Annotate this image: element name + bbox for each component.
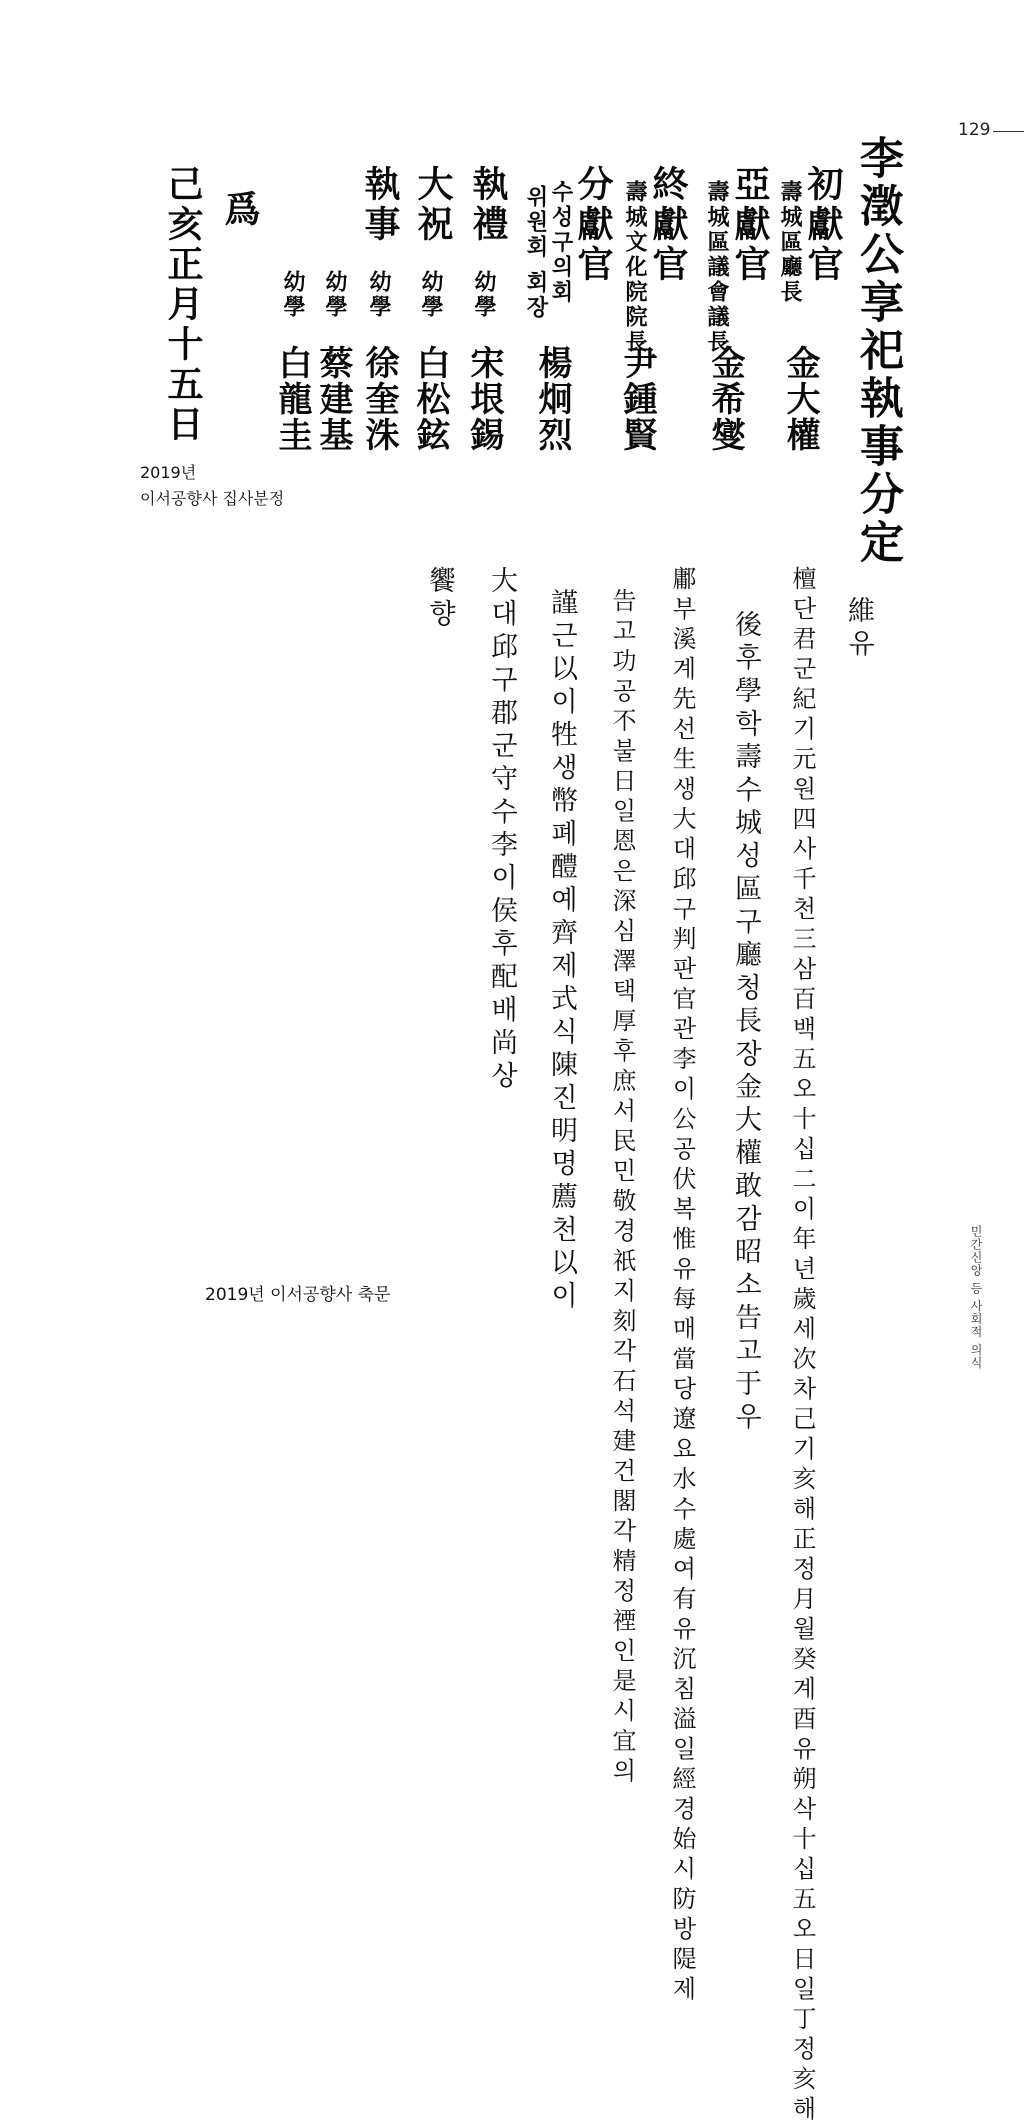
hw-li-grade: 幼學 xyxy=(471,270,497,320)
ritual-col-2: 檀단君군紀기元원四사千천三삼百백五오十십二이年년歲세次차己기亥해正정月월癸계酉유朔삭十십五오日일丁정亥해 xyxy=(788,566,816,2126)
hw-first-role: 初獻官 xyxy=(802,165,844,285)
hw-first-name: 金大權 xyxy=(780,345,820,453)
hw-fen-position-line1: 수성구의회 xyxy=(548,180,574,305)
caption-top-line1: 2019년 xyxy=(140,463,197,482)
page-number-rule xyxy=(993,131,1024,132)
hw-shi-grade-1: 幼學 xyxy=(366,270,392,320)
hw-zhu-role: 大祝 xyxy=(412,165,454,245)
hw-date: 己亥正月十五日 xyxy=(162,165,204,445)
hw-fen-name: 楊炯烈 xyxy=(532,345,572,453)
hw-shi-grade-2: 幼學 xyxy=(322,270,348,320)
caption-top xyxy=(140,460,284,512)
hw-shi-name-1: 徐奎洙 xyxy=(359,345,399,453)
hw-title: 李澂公享祀執事分定 xyxy=(852,135,903,567)
running-side-title: 민간신앙 등 사회적 의식 xyxy=(969,1225,983,1370)
ritual-col-3: 後후學학壽수城성區구廳청長장金大權敢감昭소告고于우 xyxy=(730,610,761,1435)
hw-shi-name-2: 蔡建基 xyxy=(313,345,353,453)
hw-zhu-name: 白松鉉 xyxy=(410,345,450,453)
ritual-col-5: 告고功공不불日일恩은深심澤택厚후庶서民민敬경祇지刻각石석建건閣각精정禋인是시宜의 xyxy=(608,588,636,1788)
ritual-col-6: 謹근以이牲생幣폐醴예齊제式식陳진明명薦천以이 xyxy=(546,588,577,1314)
caption-top-line2: 이서공향사 집사분정 xyxy=(140,489,285,508)
hw-shi-name-3: 白龍圭 xyxy=(272,345,312,453)
hw-shi-role: 執事 xyxy=(359,165,401,245)
hw-wei: 爲 xyxy=(219,190,261,230)
hw-fen-position-line2: 위원회 회장 xyxy=(523,185,549,321)
page-number: 129 xyxy=(958,120,991,140)
ritual-col-7: 大대邱구郡군守수李이侯후配배尚상 xyxy=(486,566,517,1094)
hw-shi-grade-3: 幼學 xyxy=(280,270,306,320)
hw-li-name: 宋垠錫 xyxy=(464,345,504,453)
hw-first-position: 壽城區廳長 xyxy=(777,180,803,305)
hw-li-role: 執禮 xyxy=(467,165,509,245)
hw-zhu-grade: 幼學 xyxy=(418,270,444,320)
caption-bottom: 2019년 이서공향사 축문 xyxy=(205,1285,391,1305)
ritual-col-8: 饗향 xyxy=(424,566,455,632)
hw-final-position: 壽城文化院院長 xyxy=(622,180,648,355)
hw-second-position: 壽城區議會議長 xyxy=(704,180,730,355)
hw-second-name: 金希燮 xyxy=(705,345,745,453)
hw-second-role: 亞獻官 xyxy=(729,165,771,285)
hw-fen-role: 分獻官 xyxy=(572,165,614,285)
hw-final-name: 尹鍾賢 xyxy=(617,345,657,453)
hw-final-role: 終獻官 xyxy=(647,165,689,285)
ritual-col-4: 鄘부溪계先선生생大대邱구判판官관李이公공伏복惟유每매當당遼요水수處여有유沉침溢일經경始시防방隄제 xyxy=(668,566,696,2006)
ritual-col-1: 維유 xyxy=(843,596,874,662)
